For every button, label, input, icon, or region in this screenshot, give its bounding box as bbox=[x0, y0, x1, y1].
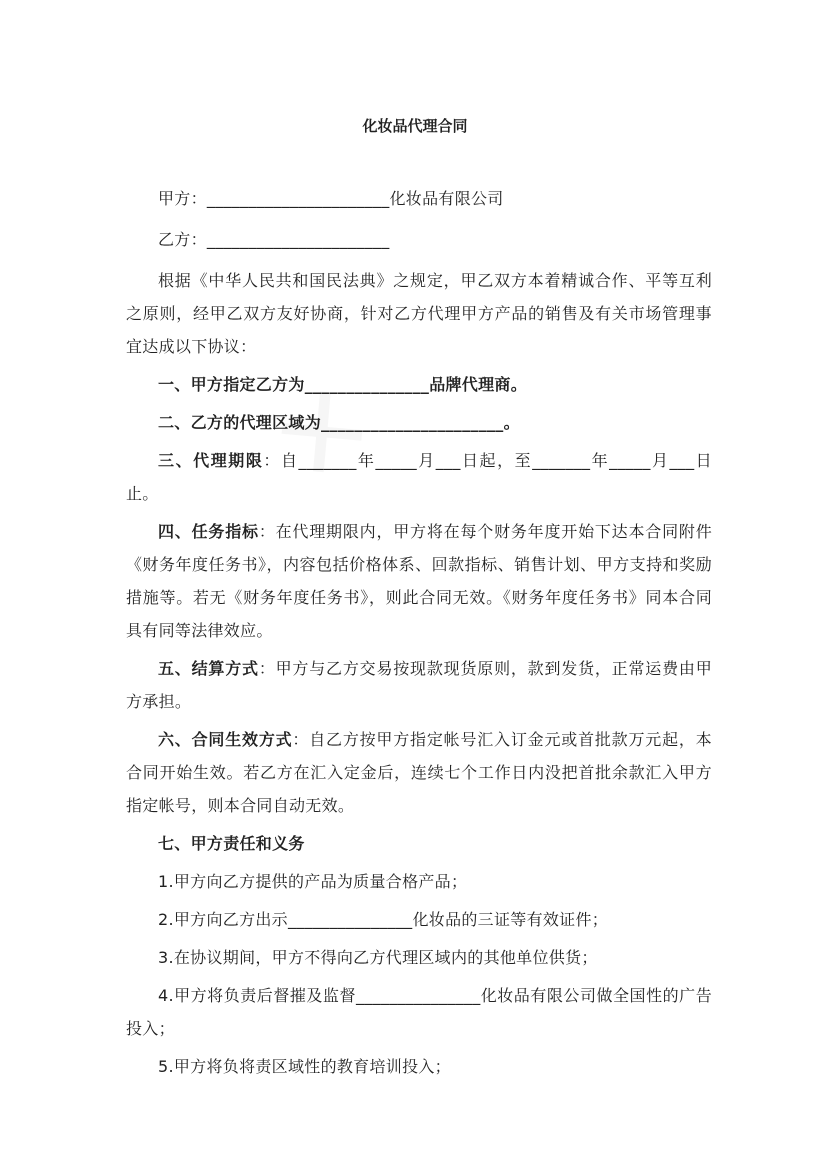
paragraph bbox=[126, 1050, 712, 1083]
paragraph bbox=[126, 515, 712, 647]
clause-heading: 五、结算方式 bbox=[158, 659, 259, 678]
paragraph bbox=[126, 264, 712, 363]
document-title: 化妆品代理合同 bbox=[362, 117, 468, 135]
paragraph bbox=[126, 444, 712, 510]
clause-text: ：甲方与乙方交易按现款现货原则，款到发货，正常运费由甲方承担。 bbox=[126, 659, 712, 711]
clause-heading: 三、代理期限 bbox=[158, 451, 264, 470]
clause-heading: 六、合同生效方式 bbox=[158, 730, 293, 749]
paragraph bbox=[126, 941, 712, 974]
paragraph bbox=[126, 979, 712, 1045]
clause-text: 4.甲方将负责后督摧及监督_______________化妆品有限公司做全国性的广告投入； bbox=[126, 986, 712, 1038]
clause-text: ：自_______年_____月___日起，至_______年_____月___日止。 bbox=[126, 451, 712, 503]
paragraph bbox=[126, 223, 712, 256]
document-body bbox=[126, 182, 712, 1088]
paragraph bbox=[126, 368, 712, 401]
paragraph bbox=[126, 903, 712, 936]
clause-heading: 二、乙方的代理区域为______________________。 bbox=[158, 413, 520, 432]
clause-text: 根据《中华人民共和国民法典》之规定，甲乙双方本着精诚合作、平等互利之原则，经甲乙双方友好协商，针对乙方代理甲方产品的销售及有关市场管理事宜达成以下协议： bbox=[126, 271, 712, 356]
paragraph bbox=[126, 865, 712, 898]
paragraph bbox=[126, 406, 712, 439]
clause-heading: 七、甲方责任和义务 bbox=[158, 834, 305, 853]
clause-heading: 四、任务指标 bbox=[158, 522, 259, 541]
clause-text: 3.在协议期间，甲方不得向乙方代理区域内的其他单位供货； bbox=[158, 948, 598, 967]
clause-text: 1.甲方向乙方提供的产品为质量合格产品； bbox=[158, 872, 468, 891]
paragraph bbox=[126, 827, 712, 860]
clause-text: 5.甲方将负将责区域性的教育培训投入； bbox=[158, 1057, 451, 1076]
clause-text: 2.甲方向乙方出示_______________化妆品的三证等有效证件； bbox=[158, 910, 609, 929]
clause-text: ：在代理期限内，甲方将在每个财务年度开始下达本合同附件《财务年度任务书》，内容包括价格体系、回款指标、销售计划、甲方支持和奖励措施等。若无《财务年度任务书》，则此合同无效。《财务年度任务书》同本合同具有同等法律效应。 bbox=[126, 522, 712, 640]
paragraph bbox=[126, 182, 712, 215]
clause-heading: 一、甲方指定乙方为_______________品牌代理商。 bbox=[158, 375, 528, 394]
clause-text: 甲方：______________________化妆品有限公司 bbox=[158, 189, 504, 208]
paragraph bbox=[126, 652, 712, 718]
clause-text: 乙方：______________________ bbox=[158, 230, 390, 249]
paragraph bbox=[126, 723, 712, 822]
clause-text: ：自乙方按甲方指定帐号汇入订金元或首批款万元起，本合同开始生效。若乙方在汇入定金后，连续七个工作日内没把首批余款汇入甲方指定帐号，则本合同自动无效。 bbox=[126, 730, 712, 815]
